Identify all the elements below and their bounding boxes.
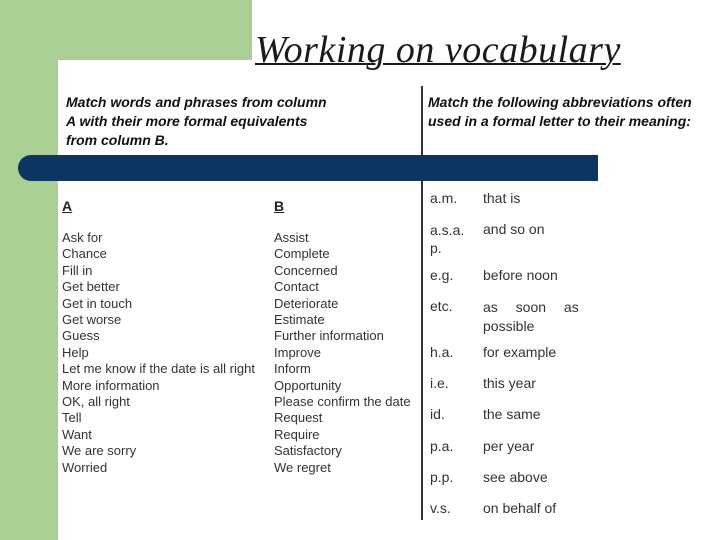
list-item: Fill in xyxy=(62,262,93,278)
abbreviation: etc. xyxy=(430,298,453,314)
instructions-right: Match the following abbreviations often used in a formal letter to their meaning: xyxy=(428,94,692,129)
list-item: Contact xyxy=(274,279,319,295)
column-b-header: B xyxy=(274,198,285,214)
list-item: Get in touch xyxy=(62,295,133,311)
list-item: Satisfactory xyxy=(274,443,342,459)
column-b-list xyxy=(274,230,411,476)
abbreviation-meaning: as soon as possible xyxy=(483,299,579,334)
list-item: Improve xyxy=(274,344,321,360)
page-title: Working on vocabulary xyxy=(255,29,621,71)
navy-divider-bar xyxy=(18,155,598,181)
list-item: Help xyxy=(62,344,89,360)
abbreviation-meaning: the same xyxy=(483,406,541,422)
instructions-left: Match words and phrases from column A with their more formal equivalents from column B. xyxy=(66,94,327,148)
list-item: We regret xyxy=(274,459,331,475)
list-item: Require xyxy=(274,426,320,442)
list-item: We are sorry xyxy=(62,443,137,459)
abbreviation: i.e. xyxy=(430,375,449,391)
column-a-header: A xyxy=(62,198,73,214)
abbreviation-meaning: before noon xyxy=(483,267,558,283)
list-item: Complete xyxy=(274,246,330,262)
list-item: Inform xyxy=(274,361,311,377)
abbreviation: h.a. xyxy=(430,344,454,360)
list-item: Guess xyxy=(62,328,100,344)
list-item: Get worse xyxy=(62,312,122,328)
abbreviation: id. xyxy=(430,406,445,422)
list-item: Worried xyxy=(62,459,108,475)
abbreviation-meaning: this year xyxy=(483,375,536,391)
abbreviation-meaning: per year xyxy=(483,438,535,454)
abbreviation: e.g. xyxy=(430,267,454,283)
list-item: Assist xyxy=(274,230,309,245)
abbreviation-meaning: that is xyxy=(483,190,521,206)
list-item: Ask for xyxy=(62,230,103,245)
abbreviation-meaning: for example xyxy=(483,344,557,360)
abbreviation: p.p. xyxy=(430,469,454,485)
list-item: More information xyxy=(62,377,160,393)
list-item: Please confirm the date xyxy=(274,394,411,410)
abbreviation-meaning: see above xyxy=(483,469,548,485)
list-item: Let me know if the date is all right xyxy=(62,361,255,377)
column-a-list xyxy=(62,230,255,476)
list-item: OK, all right xyxy=(62,394,130,410)
list-item: Deteriorate xyxy=(274,295,339,311)
list-item: Want xyxy=(62,426,92,442)
list-item: Further information xyxy=(274,328,384,344)
list-item: Request xyxy=(274,410,323,426)
abbreviation: a.s.a. p. xyxy=(430,222,465,256)
abbreviation: v.s. xyxy=(430,500,451,516)
list-item: Get better xyxy=(62,279,120,295)
column-divider xyxy=(421,86,423,520)
green-side-band xyxy=(0,0,58,540)
abbreviation: a.m. xyxy=(430,190,458,206)
green-top-band xyxy=(0,0,252,60)
abbreviation-meaning: on behalf of xyxy=(483,500,557,516)
list-item: Chance xyxy=(62,246,107,262)
list-item: Opportunity xyxy=(274,377,342,393)
list-item: Tell xyxy=(62,410,82,426)
abbreviation: p.a. xyxy=(430,438,454,454)
abbreviation-meaning: and so on xyxy=(483,221,545,237)
list-item: Estimate xyxy=(274,312,325,328)
list-item: Concerned xyxy=(274,262,338,278)
